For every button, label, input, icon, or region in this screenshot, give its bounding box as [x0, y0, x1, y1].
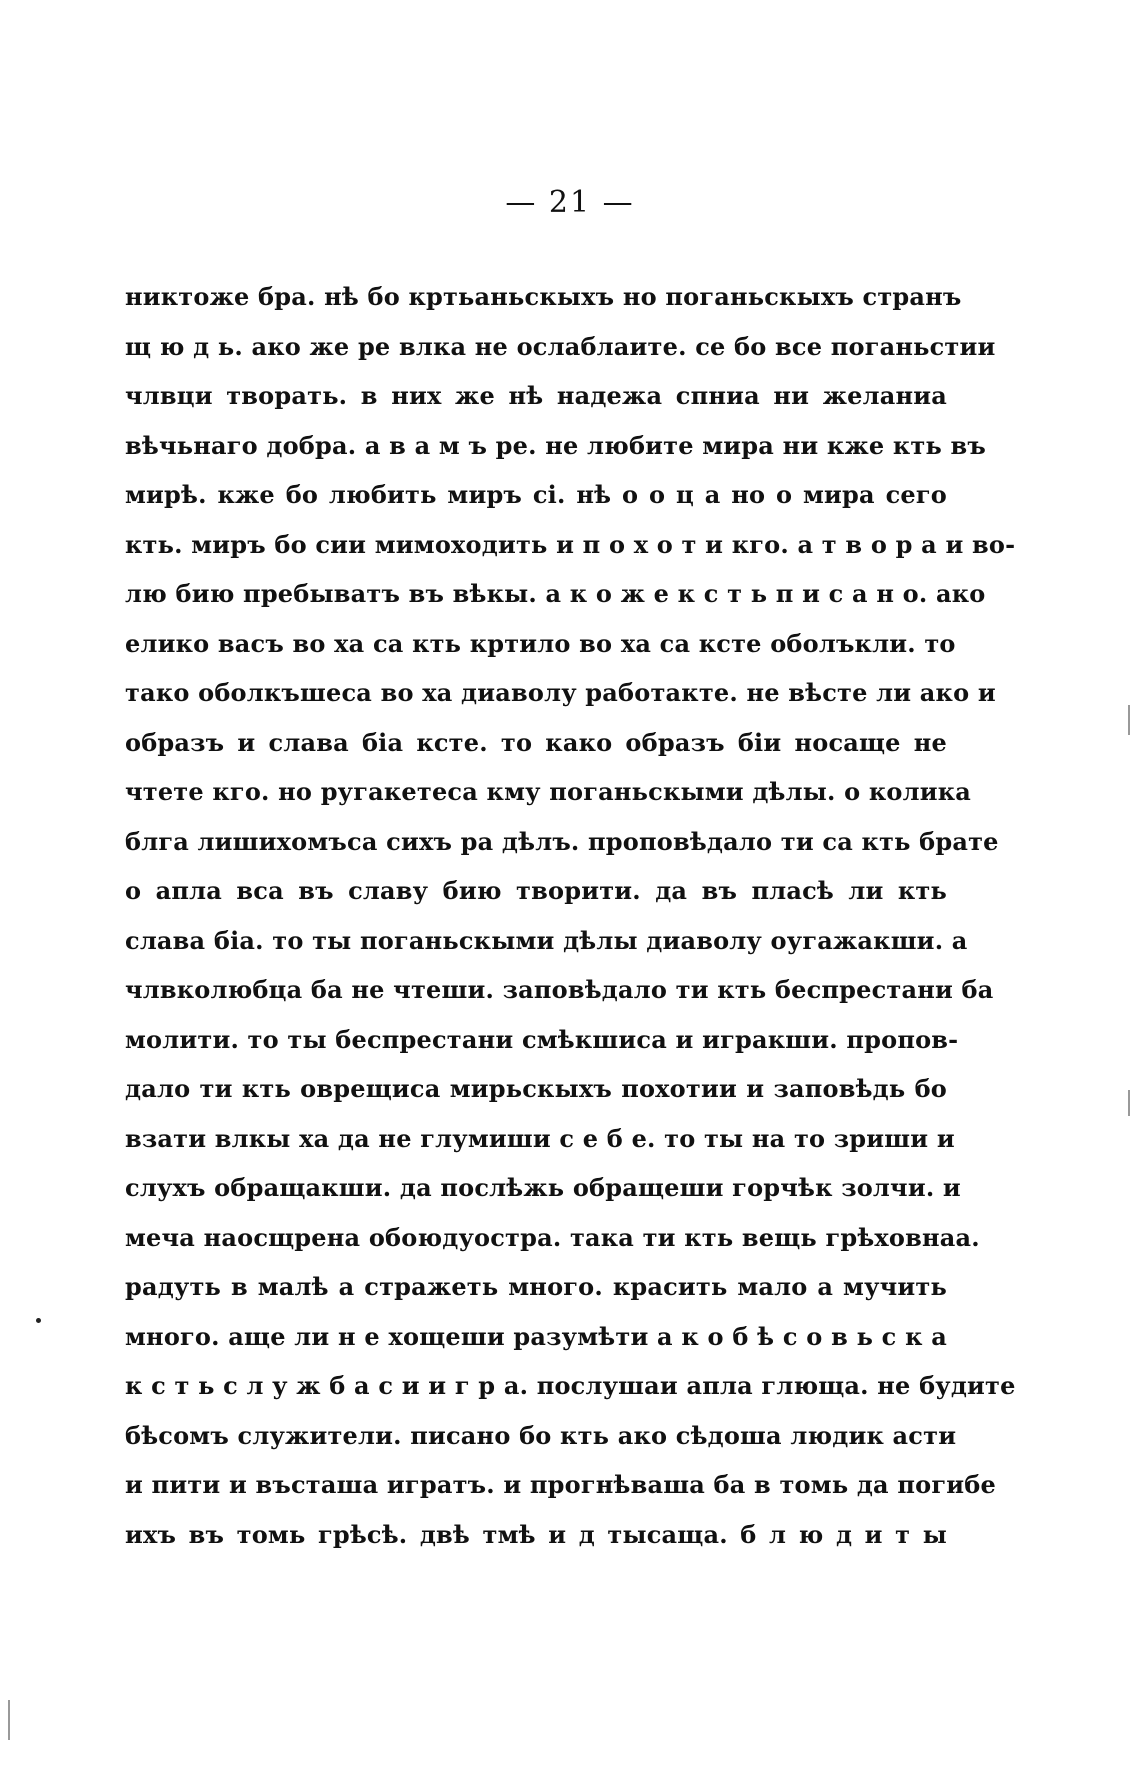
scan-edge-mark: [1128, 705, 1130, 735]
text-line-9: тако оболкъшеса во ха диаволу работакте. не вѣсте ли ако и: [125, 678, 996, 707]
text-line-6: кть. миръ бо сии мимоходить и п о х о т и кго. а т в о р а и во-: [125, 529, 1016, 559]
scan-edge-mark: [8, 1700, 10, 1740]
text-line-25: и пити и въсташа игратъ. и прогнѣваша ба в томь да погибе: [125, 1470, 996, 1499]
text-line-15: члвколюбца ба не чтеши. заповѣдало ти кть беспрестани ба: [125, 975, 994, 1004]
text-line-11: чтете кго. но ругакетеса кму поганьскыми дѣлы. о колика: [125, 777, 972, 806]
text-line-20: меча наосщрена обоюдуостра. така ти кть вещь грѣховнаа.: [125, 1222, 980, 1252]
text-line-26: ихъ въ томь грѣсѣ. двѣ тмѣ и д тысаща. б л ю д и т ы: [125, 1519, 947, 1549]
text-line-19: слухъ обращакши. да послѣжь обращеши горчѣк золчи. и: [125, 1173, 961, 1202]
text-line-22: много. аще ли н е хощеши разумѣти а к о б ѣ с о в ь с к а: [125, 1321, 947, 1351]
page-number: — 21 —: [505, 185, 635, 220]
text-line-21: радуть в малѣ а стражеть много. красить мало а мучить: [125, 1272, 947, 1301]
text-line-17: дало ти кть оврещиса мирьскыхъ похотии и заповѣдь бо: [125, 1074, 947, 1103]
scan-edge-mark: [1128, 1090, 1130, 1116]
text-line-23: к с т ь с л у ж б а с и и г р а. послушаи апла глюща. не будите: [125, 1371, 1016, 1400]
text-line-10: образъ и слава біа ксте. то како образъ біи носаще не: [125, 727, 947, 757]
text-line-24: бѣсомъ служители. писано бо кть ако сѣдоша людик асти: [125, 1420, 957, 1450]
text-line-5: мирѣ. кже бо любить миръ сі. нѣ о о ц а но о мира сего: [125, 480, 947, 509]
text-body: [125, 272, 1016, 1559]
text-line-16: молити. то ты беспрестани смѣкшиса и игракши. пропов-: [125, 1024, 959, 1054]
text-line-1: никтоже бра. нѣ бо кртьаньскыхъ но поганьскыхъ странъ: [125, 282, 962, 311]
text-line-13: о апла вса въ славу бию творити. да въ пласѣ ли кть: [125, 876, 947, 905]
scan-speck: [36, 1318, 41, 1323]
text-line-14: слава біа. то ты поганьскыми дѣлы диаволу оугажакши. а: [125, 925, 968, 955]
text-line-2: щ ю д ь. ако же ре влка не ослаблаите. се бо все поганьстии: [125, 331, 996, 361]
text-line-7: лю бию пребыватъ въ вѣкы. а к о ж е к с т ь п и с а н о. ако: [125, 579, 986, 608]
text-line-4: вѣчьнаго добра. а в а м ъ ре. не любите мира ни кже кть въ: [125, 430, 987, 460]
text-line-12: блга лишихомъса сихъ ра дѣлъ. проповѣдало ти са кть брате: [125, 826, 999, 856]
text-line-18: взати влкы ха да не глумиши с е б е. то ты на то зриши и: [125, 1123, 955, 1153]
text-line-3: члвци творать. в них же нѣ надежа спниа ни желаниа: [125, 381, 947, 410]
text-line-8: елико васъ во ха са кть кртило во ха са ксте оболъкли. то: [125, 628, 956, 658]
